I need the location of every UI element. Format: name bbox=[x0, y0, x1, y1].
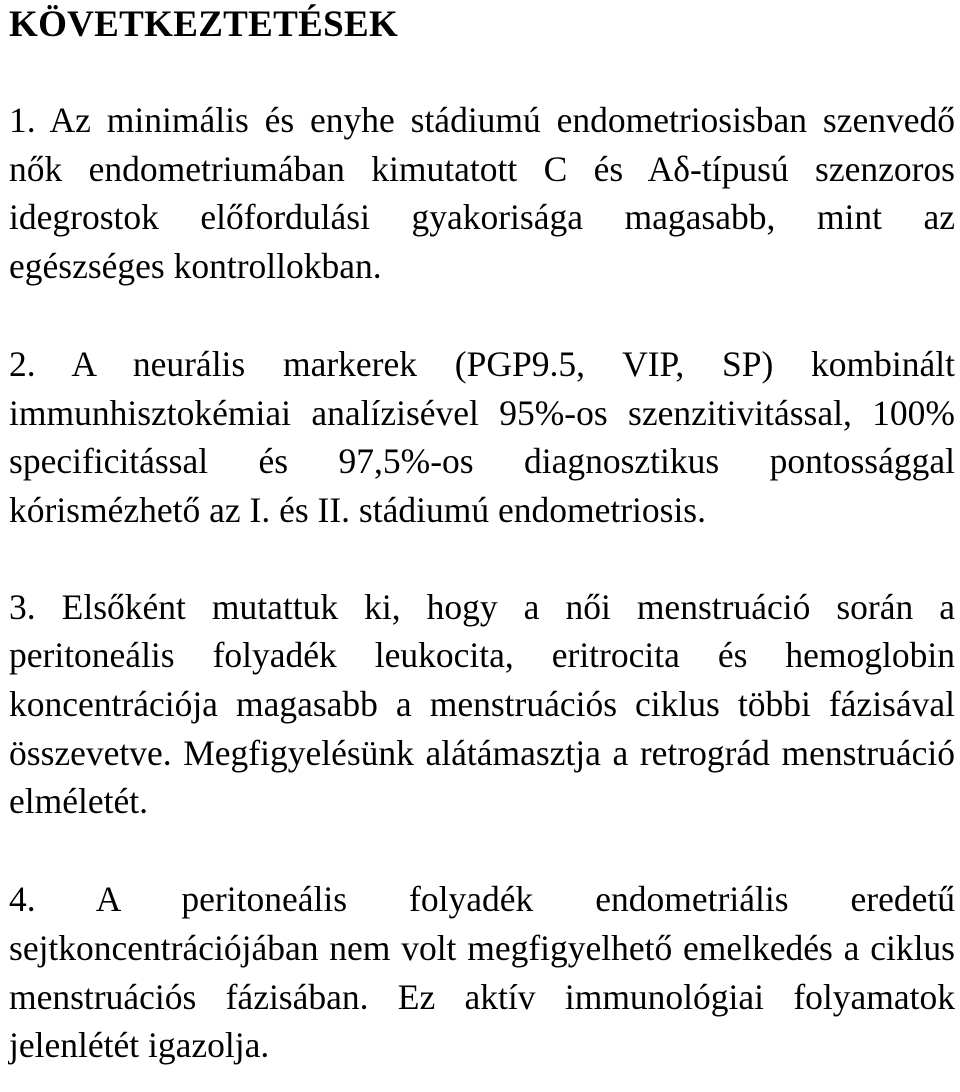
document-page bbox=[9, 0, 955, 1070]
item-number: 2. bbox=[9, 343, 36, 384]
item-number: 4. bbox=[9, 879, 36, 920]
item-number: 3. bbox=[9, 586, 36, 627]
conclusion-item-1 bbox=[9, 96, 955, 291]
conclusion-item-2 bbox=[9, 340, 955, 535]
item-text: Elsőként mutattuk ki, hogy a női menstruáció során a peritoneális folyadék leukocita, eritrocita és hemoglobin koncentrációja magasabb a menstruációs ciklus többi fázisával összevetve. Megfigyelésünk alátámasztja a retrográd menstruáció elméletét. bbox=[9, 586, 956, 822]
page-title: KÖVETKEZTETÉSEK bbox=[9, 4, 399, 45]
item-text: Az minimális és enyhe stádiumú endometriosisban szenvedő nők endometriumában kimutatott C és Aδ-típusú szenzoros idegrostok előfordulási gyakorisága magasabb, mint az egészséges kontrollokban. bbox=[9, 100, 955, 287]
conclusion-item-4 bbox=[9, 875, 955, 1070]
item-number: 1. bbox=[9, 100, 36, 140]
conclusion-item-3 bbox=[9, 583, 955, 827]
item-text: A neurális markerek (PGP9.5, VIP, SP) kombinált immunhisztokémiai analízisével 95%-os szenzitivitással, 100% specificitással és 97,5%-os diagnosztikus pontossággal kórismézhető az I. és II. stádiumú endometriosis. bbox=[9, 343, 955, 530]
item-text: A peritoneális folyadék endometriális eredetű sejtkoncentrációjában nem volt megfigyelhető emelkedés a ciklus menstruációs fázisában. Ez aktív immunológiai folyamatok jelenlétét igazolja. bbox=[9, 879, 955, 1066]
